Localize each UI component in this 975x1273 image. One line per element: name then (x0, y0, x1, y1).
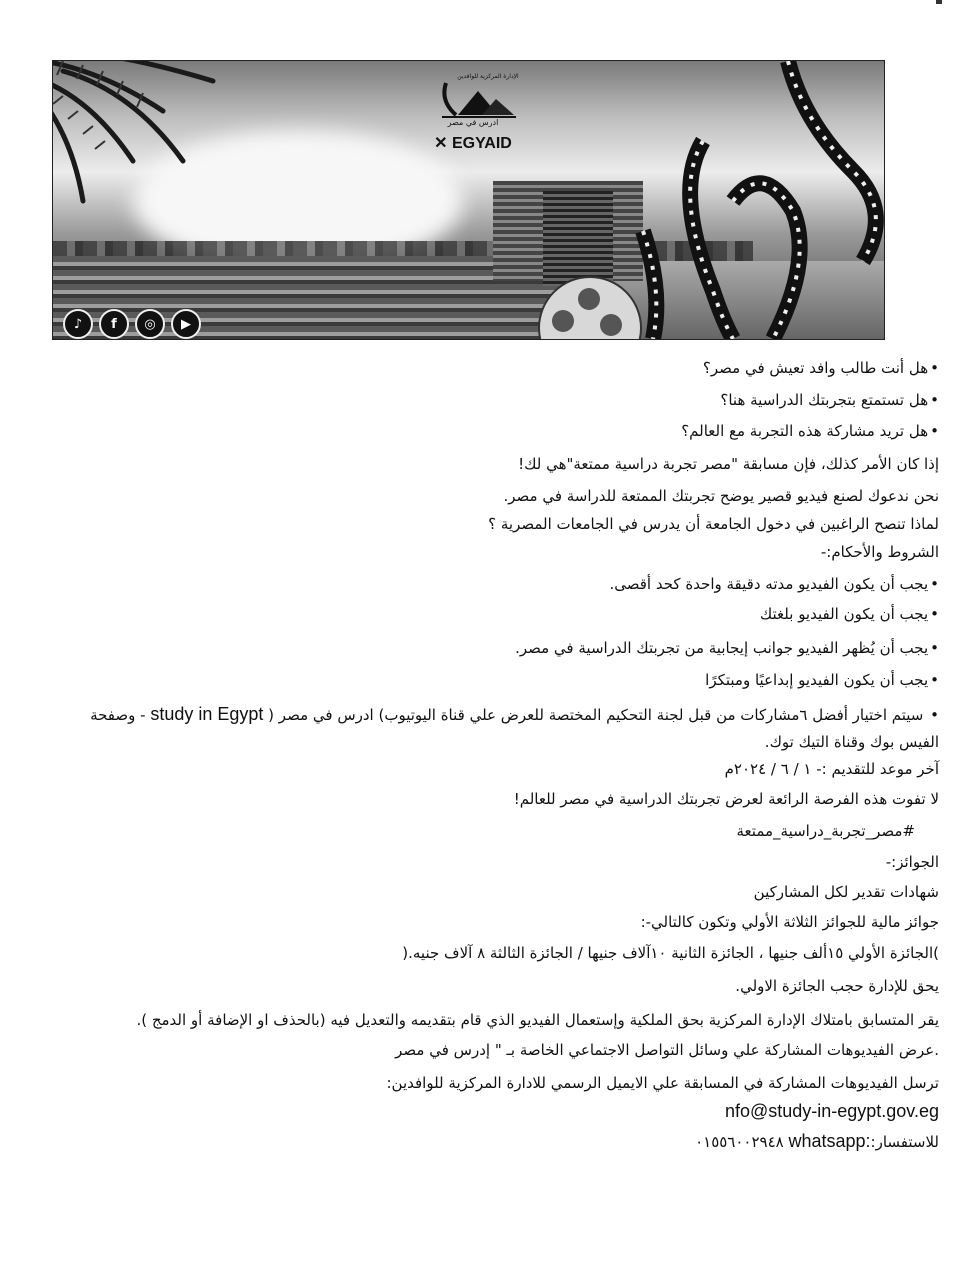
instagram-icon: ◎ (135, 309, 165, 339)
call-to-action: لا تفوت هذه الفرصة الرائعة لعرض تجربتك الدراسية في مصر للعالم! (513, 790, 939, 808)
prize-cash-details: )الجائزة الأولي ١٥ألف جنيها ، الجائزة الثانية ١٠آلاف جنيها / الجائزة الثالثة ٨ آلاف جنيه.( (402, 944, 939, 962)
facebook-icon: f (99, 309, 129, 339)
intro-question: • هل تريد مشاركة هذه التجربة مع العالم؟ (681, 420, 939, 442)
logo-brand: ✕ EGYAID (434, 135, 512, 152)
logo-brand-text: EGYAID (451, 135, 512, 152)
whatsapp-number[interactable]: ٠١٥٥٦٠٠٢٩٤٨ (695, 1133, 784, 1151)
pyramids-icon (438, 81, 518, 119)
terms-item: • يجب أن يُظهر الفيديو جوانب إيجابية من تجربتك الدراسية في مصر. (515, 637, 939, 659)
selection-text: سيتم اختيار أفضل ٦مشاركات من قبل لجنة التحكيم المختصة للعرض علي قناة اليوتيوب) ادرس في مصر ( (268, 706, 924, 724)
invite-line: لماذا تنصح الراغبين في دخول الجامعة أن يدرس في الجامعات المصرية ؟ (488, 515, 939, 533)
deadline: آخر موعد للتقديم :- ١ / ٦ / ٢٠٢٤م (724, 760, 939, 778)
whatsapp-label: whatsapp: (788, 1131, 871, 1151)
logo-study-in-egypt: ادرس في مصر (447, 118, 499, 127)
invite-line: إذا كان الأمر كذلك، فإن مسابقة "مصر تجربة دراسية ممتعة"هي لك! (518, 455, 939, 473)
display-note: .عرض الفيديوهات المشاركة علي وسائل التواصل الاجتماعي الخاصة بـ " إدرس في مصر (395, 1041, 939, 1059)
hashtag: #مصر_تجربة_دراسية_ممتعة (736, 822, 915, 840)
terms-item: • يجب أن يكون الفيديو بلغتك (760, 603, 939, 625)
palm-tree-icon (52, 60, 233, 241)
film-strip-icon (613, 61, 884, 339)
invite-line: نحن ندعوك لصنع فيديو قصير يوضح تجربتك الممتعة للدراسة في مصر. (503, 487, 939, 505)
study-in-egypt-text: study in Egypt (150, 704, 264, 724)
intro-question: • هل تستمتع بتجربتك الدراسية هنا؟ (720, 389, 939, 411)
youtube-icon: ▶ (171, 309, 201, 339)
prizes-heading: الجوائز:- (885, 853, 939, 871)
terms-item-selection-line2: الفيس بوك وقناة التيك توك. (764, 733, 939, 751)
contact-email[interactable]: nfo@study-in-egypt.gov.eg (724, 1101, 939, 1121)
terms-item-selection (90, 703, 939, 726)
terms-item: • يجب أن يكون الفيديو إبداعيًا ومبتكرًا (705, 669, 939, 691)
social-icons (63, 309, 201, 339)
tiktok-icon: ♪ (63, 309, 93, 339)
logo-org-name: الإدارة المركزية للوافدين (457, 73, 519, 80)
scan-mark (936, 0, 942, 4)
prize-cash-intro: جوائز مالية للجوائز الثلاثة الأولي وتكون كالتالي-: (640, 913, 939, 931)
terms-item: • يجب أن يكون الفيديو مدته دقيقة واحدة كحد أقصى. (609, 573, 939, 595)
rights-note: يقر المتسابق بامتلاك الإدارة المركزية بحق الملكية وإستعمال الفيديو الذي قام بتقديمه والتعديل فيه (بالحذف او الإضافة أو الدمج ). (136, 1011, 939, 1029)
prize-withhold-note: يحق للإدارة حجب الجائزة الاولي. (735, 977, 939, 995)
inquiry-label: للاستفسار: (870, 1133, 939, 1151)
hotel-tower (543, 191, 613, 286)
banner-image (52, 60, 885, 340)
terms-heading: الشروط والأحكام:- (820, 543, 939, 561)
selection-text-cont: - وصفحة (90, 706, 146, 724)
contact-inquiry (695, 1130, 939, 1153)
intro-question: • هل أنت طالب وافد تعيش في مصر؟ (703, 357, 939, 379)
egyaid-logo (398, 73, 548, 153)
prize-certificates: شهادات تقدير لكل المشاركين (753, 883, 939, 901)
send-instructions: ترسل الفيديوهات المشاركة في المسابقة علي الايميل الرسمي للادارة المركزية للوافدين: (386, 1074, 939, 1092)
